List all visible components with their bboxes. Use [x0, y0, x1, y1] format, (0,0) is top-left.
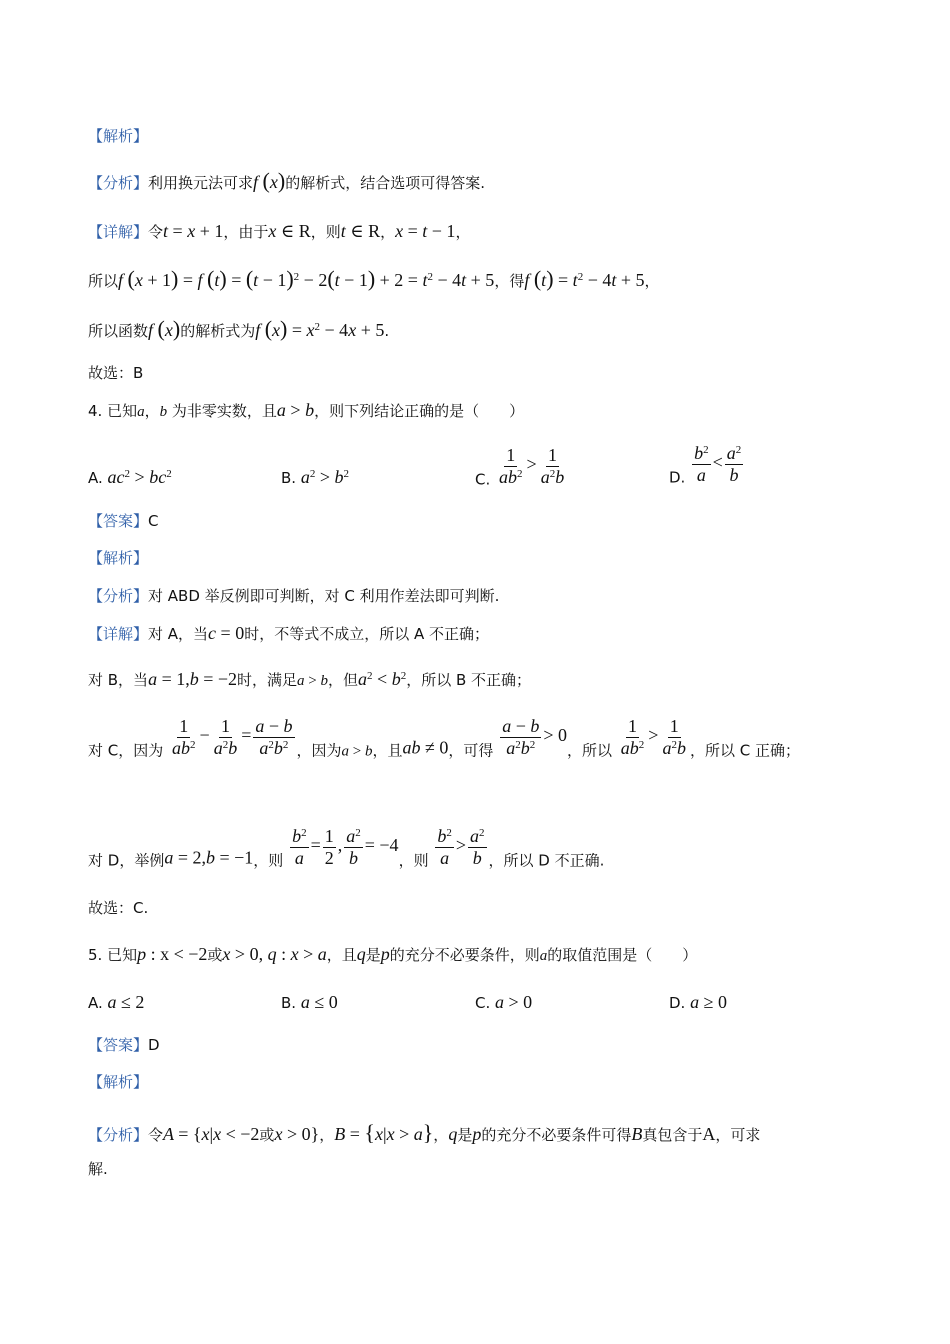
q5-fenxi-cont: 解. [88, 1160, 108, 1178]
q5-option-c: C. a > 0 [475, 992, 533, 1012]
q5-stem: 5. 已知p : x < −2或x > 0, q : x > a，且q是p的充分不必要条件，则a的取值范围是（ ） [88, 944, 698, 964]
q4-option-b: B. $a^2 > b^2$ [281, 467, 349, 487]
q4-stem: 4. 已知a，b 为非零实数，且a > b，则下列结论正确的是（ ） [88, 400, 525, 420]
q4-option-c: C. $\frac{1}{ab^2}$ > $\frac{1}{a^2b}$ [475, 445, 565, 489]
q3-func-line: 所以函数f (x)的解析式为f $(x) = x^2 - 4x + 5$. [88, 316, 390, 341]
q5-answer: 【答案】D [88, 1036, 160, 1054]
analysis-tag: 【解析】 [88, 549, 149, 567]
analysis-tag: 【解析】 [88, 127, 149, 145]
q5-option-a: A. a ≤ 2 [88, 992, 145, 1012]
q5-fenxi: 【分析】令A = {x|x < −2或x > 0}，B = {x|x > a}，q是p的充分不必要条件可得B真包含于A，可求 [88, 1120, 761, 1145]
q4-detail-c: 对 C，因为 $\frac{1}{ab^2}$ − $\frac{1}{a^2b}$ = $\frac{a - b}{a^2b^2}$ ，因为a > b，且ab ≠ 0，可得 $\frac{a - b}{a^2b^2}$ > 0，所以 $\frac{1}{ab^2}$ > $\frac{1}{a^2b}$ ，所以 C 正确； [88, 716, 800, 760]
q5-option-b: B. a ≤ 0 [281, 992, 338, 1012]
q4-option-d: D. $\frac{b^2}{a}$ < $\frac{a^2}{b}$ [669, 443, 742, 487]
q4-detail-b: 对 B，当a = 1,b = −2时，满足a > b，但$a^2 < b^2$，所以 B 不正确； [88, 669, 532, 689]
q4-answer: 【答案】C [88, 512, 159, 530]
q3-fenxi-line: 【分析】利用换元法可求f (x)的解析式，结合选项可得答案. [88, 168, 485, 193]
q3-so-line: 所以f (x + 1) = f $(t) = (t - 1)^2 - 2(t - 1) + 2 = t^2 - 4t + 5$，得f $(t) = t^2 - 4t + 5$， [88, 266, 660, 291]
q4-detail-a: 【详解】对 A，当c = 0时，不等式不成立，所以 A 不正确； [88, 623, 490, 643]
q3-conclusion: 故选：B [88, 364, 144, 382]
q4-fenxi: 【分析】对 ABD 举反例即可判断，对 C 利用作差法即可判断. [88, 587, 500, 605]
analysis-tag: 【解析】 [88, 1073, 149, 1091]
math: f (x) [253, 168, 286, 193]
q3-detail-line: 【详解】令t = x + 1，由于x ∈ R，则t ∈ R，x = t − 1， [88, 221, 471, 241]
q4-detail-d: 对 D，举例a = 2,b = −1，则 $\frac{b^2}{a}$ = $\frac{1}{2}$ , $\frac{a^2}{b}$ = −4，则 $\frac{b^2}{a}$ > $\frac{a^2}{b}$ ，所以 D 不正确. [88, 826, 605, 870]
q4-option-a: A. $ac^2 > bc^2$ [88, 467, 172, 487]
q5-option-d: D. a ≥ 0 [669, 992, 727, 1012]
q4-conclusion: 故选：C. [88, 899, 149, 917]
